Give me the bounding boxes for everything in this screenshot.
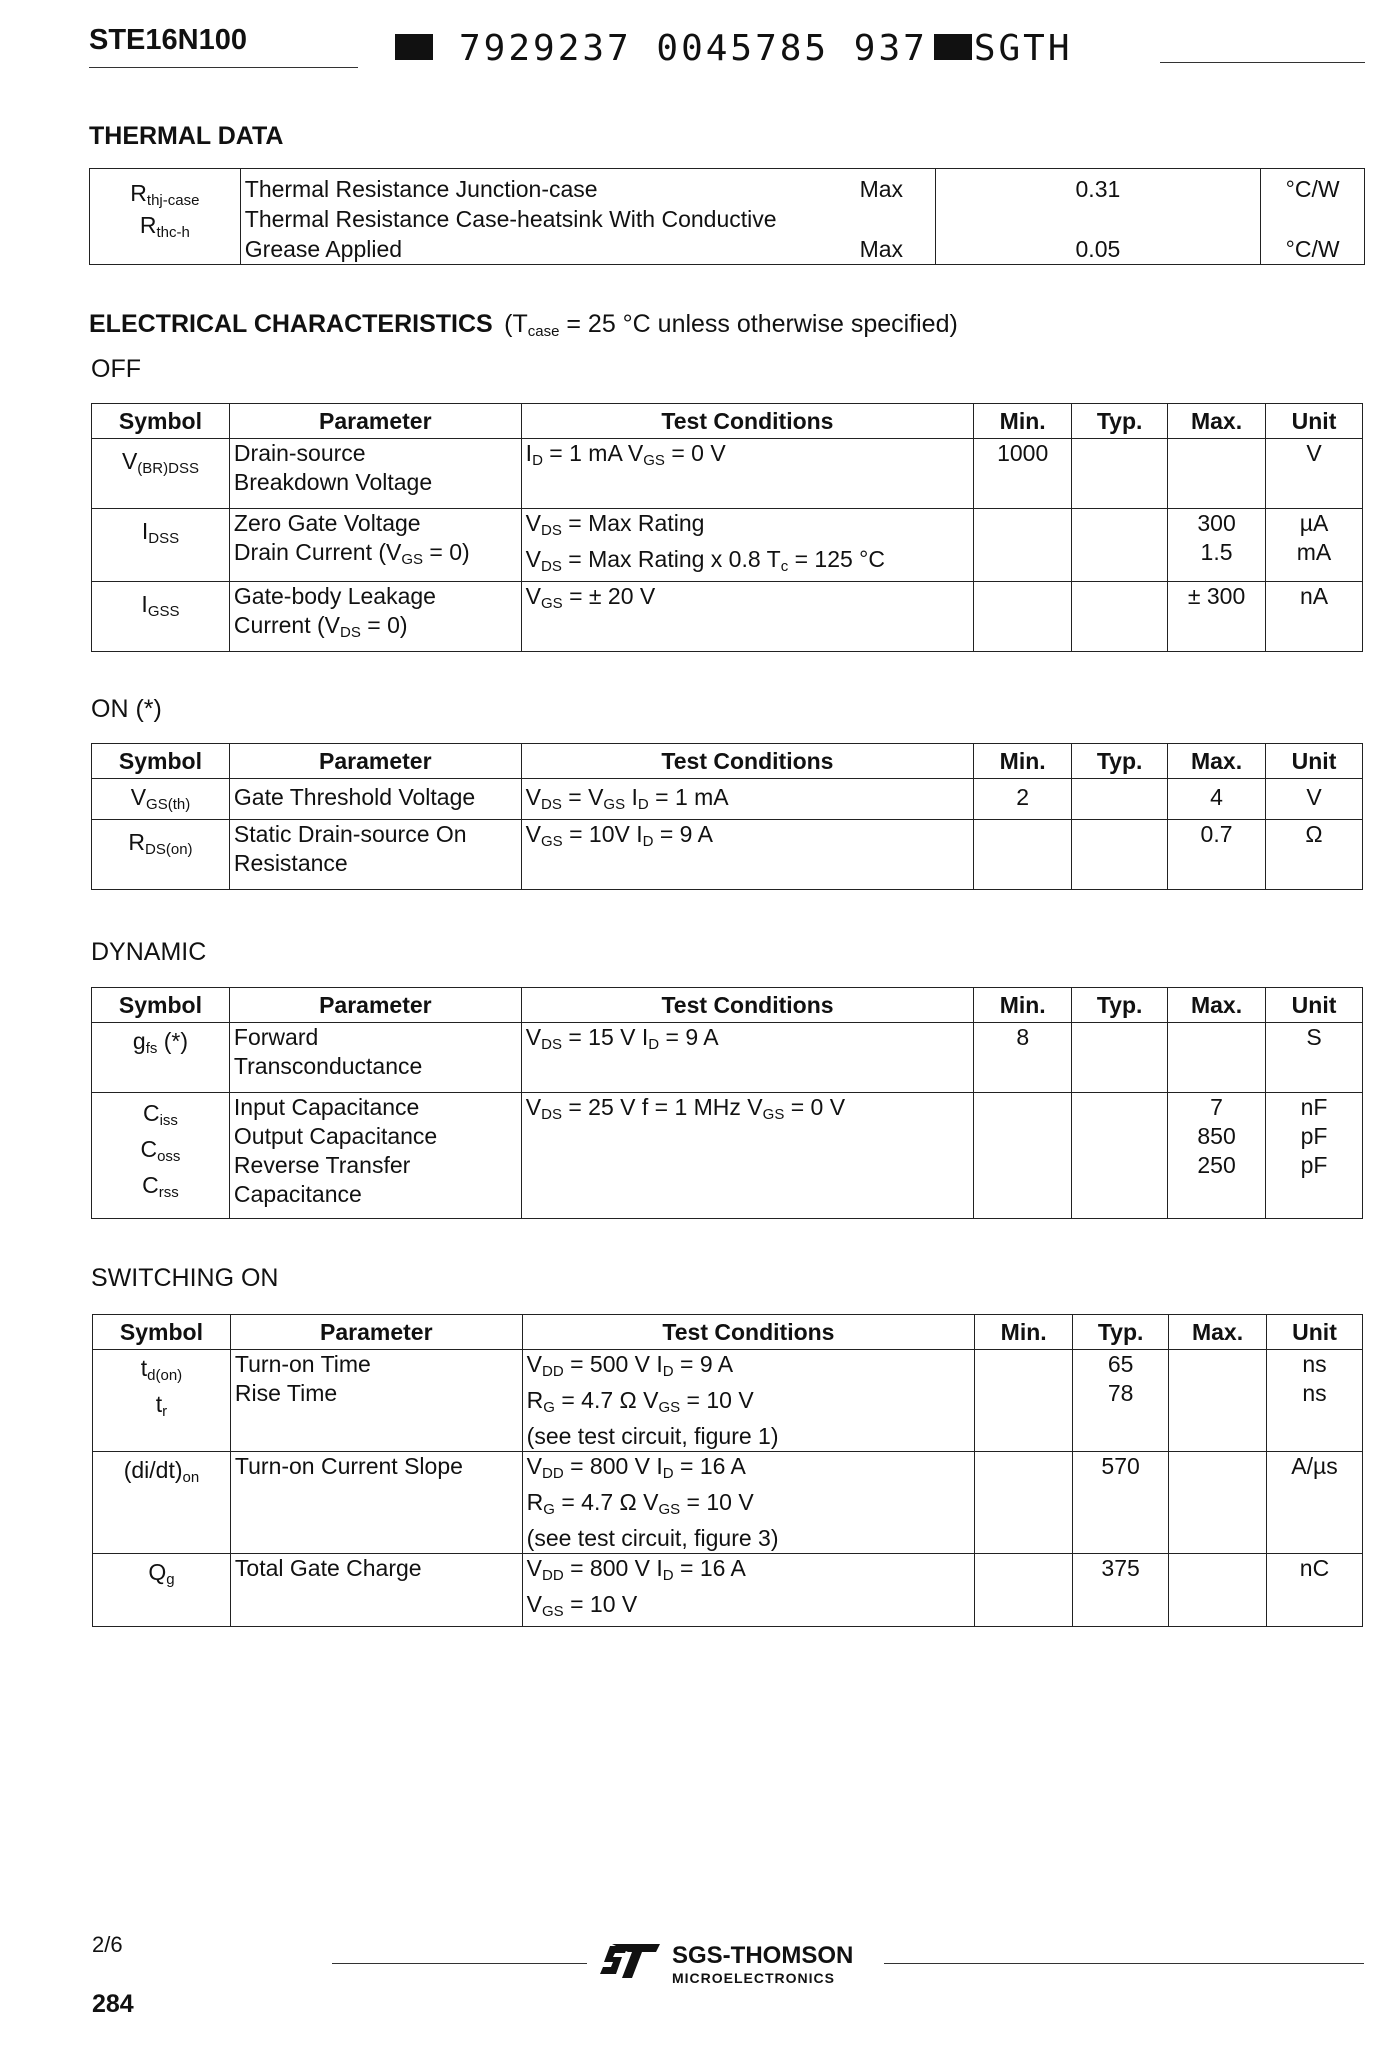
col-symbol: Symbol (93, 1315, 231, 1350)
col-min: Min. (974, 744, 1072, 779)
page-number: 284 (92, 1990, 134, 2018)
col-typ: Typ. (1072, 744, 1168, 779)
col-symbol: Symbol (92, 988, 230, 1023)
col-max: Max. (1168, 404, 1266, 439)
thermal-units: °C/W °C/W (1261, 169, 1365, 265)
off-title: OFF (91, 355, 141, 383)
off-table (91, 403, 1363, 652)
col-symbol: Symbol (92, 744, 230, 779)
off-header-row (92, 404, 1363, 439)
footer-rule-right (884, 1963, 1364, 1964)
col-unit: Unit (1266, 404, 1363, 439)
electrical-condition: ($T_{case} = 25$ °C unless otherwise specified) (504, 310, 958, 340)
col-min: Min. (974, 988, 1072, 1023)
table-row: $V_{(BR)DSS}$ Drain-source Breakdown Voltage $I_D = 1$ mA $V_{GS} = 0$ V 1000 V (92, 439, 1363, 509)
header-barcode-text (395, 28, 1073, 69)
st-logo-icon (598, 1942, 662, 1980)
dynamic-table (91, 987, 1363, 1219)
col-unit: Unit (1266, 988, 1363, 1023)
thermal-symbols: $R_{thj-case}$ $R_{thc-h}$ (90, 169, 241, 265)
on-header-row (92, 744, 1363, 779)
col-unit: Unit (1266, 744, 1363, 779)
col-test-conditions: Test Conditions (522, 1315, 975, 1350)
switching-table (92, 1314, 1363, 1627)
table-row: $I_{DSS}$ Zero Gate Voltage Drain Current $(V_{GS} = 0)$ $V_{DS}$ = Max Rating $V_{DS}$ = Max Rating x 0.8 $T_c = 125$ °C 300 1.5 µA mA (92, 509, 1363, 582)
col-parameter: Parameter (230, 1315, 522, 1350)
col-typ: Typ. (1072, 404, 1168, 439)
thermal-title: THERMAL DATA (89, 122, 284, 150)
thermal-values: 0.31 0.05 (935, 169, 1261, 265)
table-row: $R_{DS(on)}$ Static Drain-source On Resistance $V_{GS} = 10V$ $I_D = 9$ A 0.7 Ω (92, 820, 1363, 890)
col-test-conditions: Test Conditions (521, 404, 974, 439)
electrical-title: ELECTRICAL CHARACTERISTICS (89, 310, 493, 338)
part-number: STE16N100 (89, 24, 247, 56)
table-row: $I_{GSS}$ Gate-body Leakage Current $(V_{DS} = 0)$ $V_{GS}$ = ± 20 V ± 300 nA (92, 582, 1363, 652)
col-min: Min. (974, 404, 1072, 439)
col-max: Max. (1168, 744, 1266, 779)
col-parameter: Parameter (229, 988, 521, 1023)
company-name: SGS-THOMSON (672, 1942, 854, 1969)
table-row: $(di/dt)_{on}$ Turn-on Current Slope $V_{DD} = 800$ V $I_D = 16$ A $R_G = 4.7$ Ω $V_{GS} = 10$ V (see test circuit, figure 3) 570 A/µs (93, 1452, 1363, 1554)
col-test-conditions: Test Conditions (521, 988, 973, 1023)
switching-header-row (93, 1315, 1363, 1350)
barcode-block-icon (395, 34, 433, 60)
thermal-table (89, 168, 1365, 265)
header-code-b: SGTH (973, 28, 1073, 69)
table-row: $V_{GS(th)}$ Gate Threshold Voltage $V_{DS} = V_{GS}$ $I_D = 1$ mA 2 4 V (92, 779, 1363, 820)
thermal-max-labels: Max Max (828, 169, 935, 265)
header-rule-right (1160, 62, 1365, 63)
table-row: $C_{iss}$ $C_{oss}$ $C_{rss}$ Input Capacitance Output Capacitance Reverse Transfer Capacitance $V_{DS} = 25$ V f = 1 MHz $V_{GS} = 0$ V 7 850 250 nF pF pF (92, 1093, 1363, 1219)
switching-title: SWITCHING ON (91, 1264, 279, 1292)
col-parameter: Parameter (229, 404, 521, 439)
col-test-conditions: Test Conditions (521, 744, 974, 779)
col-symbol: Symbol (92, 404, 230, 439)
thermal-params: Thermal Resistance Junction-case Thermal Resistance Case-heatsink With Conductive Grease Applied (240, 169, 828, 265)
barcode-block-icon (934, 34, 972, 60)
col-max: Max. (1169, 1315, 1267, 1350)
col-min: Min. (975, 1315, 1073, 1350)
col-typ: Typ. (1072, 988, 1168, 1023)
footer-rule-left (332, 1963, 587, 1964)
on-table (91, 743, 1363, 890)
page-indicator: 2/6 (92, 1932, 123, 1957)
header-rule-left (89, 67, 358, 68)
on-title: ON (*) (91, 695, 162, 723)
col-parameter: Parameter (229, 744, 521, 779)
dynamic-title: DYNAMIC (91, 938, 207, 966)
table-row: $t_{d(on)}$ $t_r$ Turn-on Time Rise Time $V_{DD} = 500$ V $I_D = 9$ A $R_G = 4.7$ Ω $V_{GS} = 10$ V (see test circuit, figure 1) 65 78 ns ns (93, 1350, 1363, 1452)
table-row: $g_{fs}$ (*) Forward Transconductance $V_{DS} = 15$ V $I_D = 9$ A 8 S (92, 1023, 1363, 1093)
col-unit: Unit (1267, 1315, 1363, 1350)
col-max: Max. (1168, 988, 1266, 1023)
table-row: $Q_g$ Total Gate Charge $V_{DD} = 800$ V $I_D = 16$ A $V_{GS} = 10$ V 375 nC (93, 1554, 1363, 1627)
electrical-heading (89, 310, 958, 340)
col-typ: Typ. (1073, 1315, 1169, 1350)
company-division: MICROELECTRONICS (672, 1970, 835, 1986)
dynamic-header-row (92, 988, 1363, 1023)
header-code-a: 7929237 0045785 937 (459, 28, 928, 69)
